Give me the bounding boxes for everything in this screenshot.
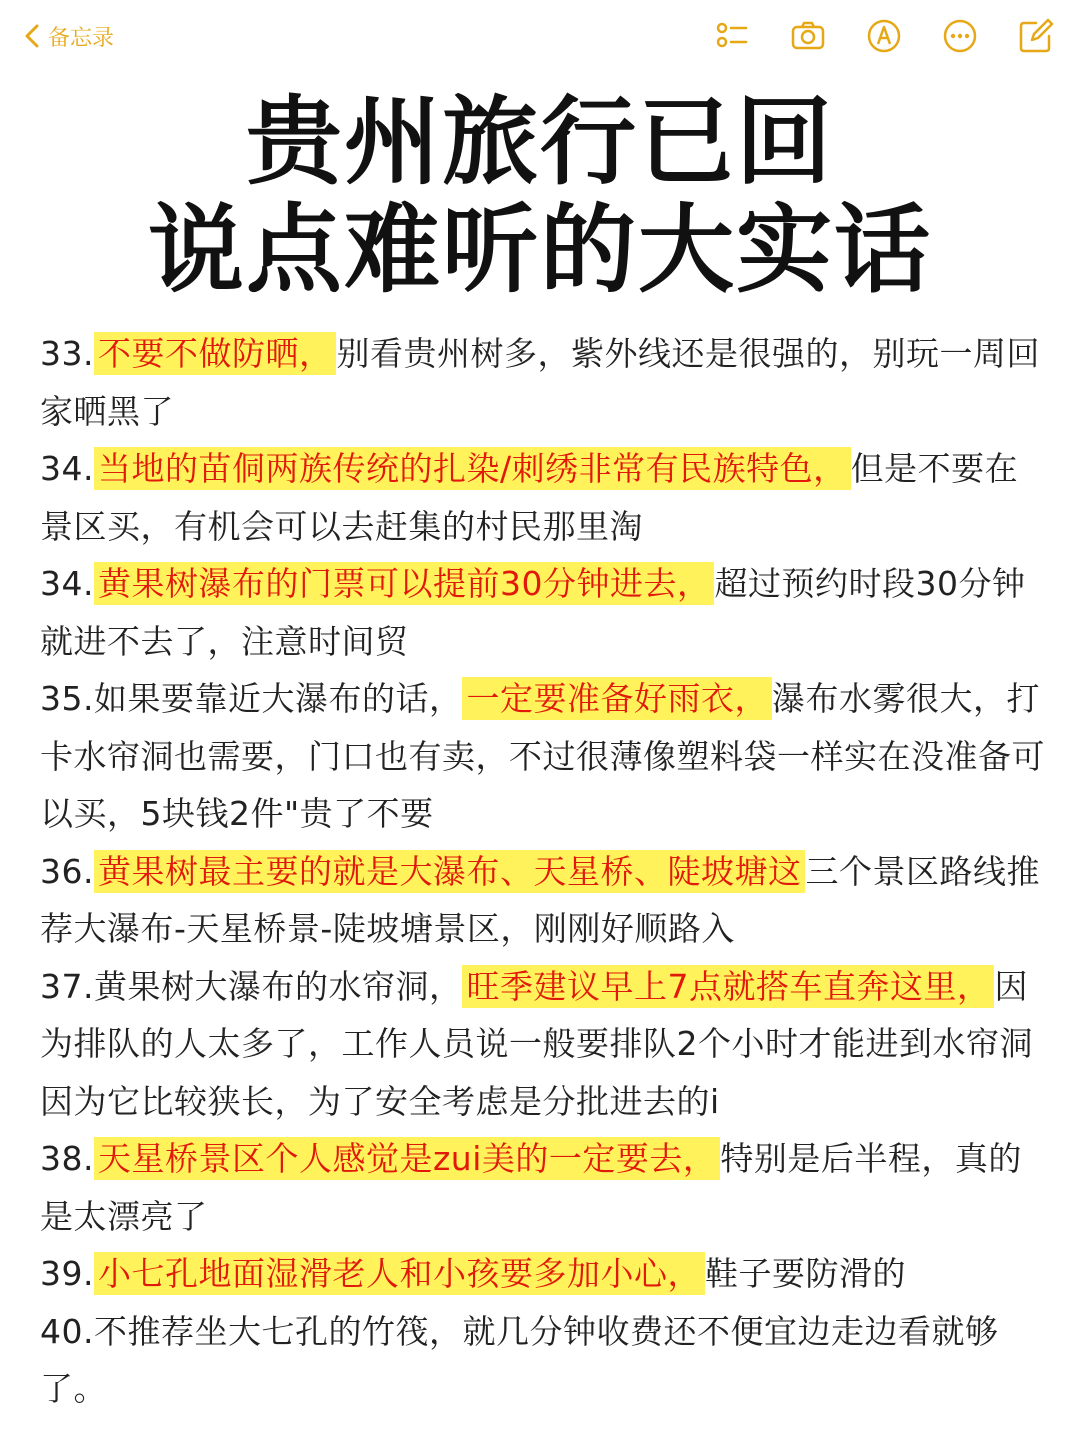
- highlighted-text: 小七孔地面湿滑老人和小孩要多加小心，: [94, 1252, 705, 1295]
- item-number: 34.: [40, 449, 94, 488]
- item-text: 但是不要在景区买，有机会可以去赶集的村民那里淘: [40, 449, 1019, 546]
- more-button[interactable]: [940, 16, 980, 56]
- camera-button[interactable]: [788, 16, 828, 56]
- compose-button[interactable]: [1016, 16, 1056, 56]
- note-title: [0, 88, 1080, 304]
- item-number: 34.: [40, 564, 94, 603]
- item-text: 别看贵州树多，紫外线还是很强的，别玩一周回家晒黑了: [40, 334, 1040, 431]
- list-item: [40, 1303, 1050, 1418]
- list-item: [40, 325, 1050, 440]
- highlighted-text: 一定要准备好雨衣，: [462, 677, 772, 720]
- item-text: 三个景区路线推荐大瀑布-天星桥景-陡坡塘景区，刚刚好顺路入: [40, 851, 1040, 948]
- item-number: 37.: [40, 966, 94, 1006]
- item-number: 39.: [40, 1254, 94, 1293]
- item-text: 特别是后半程，真的是太漂亮了: [40, 1139, 1022, 1236]
- item-number: 35.: [40, 679, 94, 718]
- highlighted-text: 黄果树瀑布的门票可以提前30分钟进去，: [94, 562, 715, 605]
- checklist-button[interactable]: [712, 16, 752, 56]
- highlighted-text: 当地的苗侗两族传统的扎染/刺绣非常有民族特色，: [94, 447, 851, 490]
- title-line-1: 贵州旅行已回: [246, 86, 834, 198]
- highlighted-text: 天星桥景区个人感觉是zui美的一定要去，: [94, 1137, 720, 1180]
- item-text: 瀑布水雾很大，打卡水帘洞也需要，门口也有卖，不过很薄像塑料袋一样实在没准备可以买，5块钱2件"贵了不要: [40, 679, 1045, 833]
- toolbar: [712, 14, 1056, 58]
- highlighted-text: 旺季建议早上7点就搭车直奔这里，: [462, 965, 994, 1008]
- list-item: [40, 670, 1050, 843]
- note-body[interactable]: [40, 325, 1050, 1418]
- markup-pen-icon: [866, 18, 902, 54]
- item-text: 超过预约时段30分钟就进不去了，注意时间贸: [40, 564, 1026, 661]
- item-number: 40.: [40, 1311, 94, 1351]
- back-button[interactable]: [22, 18, 114, 54]
- item-text: 如果要靠近大瀑布的话，: [93, 679, 463, 718]
- navigation-bar: [0, 0, 1080, 72]
- list-item: [40, 1130, 1050, 1245]
- list-item: [40, 1245, 1050, 1303]
- more-icon: [942, 18, 978, 54]
- compose-icon: [1018, 18, 1054, 54]
- checklist-icon: [714, 18, 750, 54]
- markup-button[interactable]: [864, 16, 904, 56]
- item-text: 黄果树大瀑布的水帘洞，: [93, 966, 463, 1006]
- item-number: 36.: [40, 851, 94, 891]
- camera-icon: [790, 18, 826, 54]
- highlighted-text: 不要不做防晒，: [94, 332, 337, 375]
- list-item: [40, 843, 1050, 958]
- back-label: 备忘录: [48, 25, 115, 51]
- list-item: [40, 958, 1050, 1131]
- item-number: 33.: [40, 334, 94, 373]
- list-item: [40, 555, 1050, 670]
- item-text: 因为排队的人太多了，工作人员说一般要排队2个小时才能进到水帘洞因为它比较狭长，为了安全考虑是分批进去的i: [40, 966, 1033, 1121]
- item-text: 鞋子要防滑的: [704, 1254, 906, 1293]
- item-number: 38.: [40, 1139, 94, 1178]
- chevron-left-icon: [22, 23, 44, 49]
- title-line-2: 说点难听的大实话: [148, 194, 932, 306]
- item-text: 不推荐坐大七孔的竹筏，就几分钟收费还不便宜边走边看就够了。: [40, 1311, 999, 1408]
- list-item: [40, 440, 1050, 555]
- highlighted-text: 黄果树最主要的就是大瀑布、天星桥、陡坡塘这: [94, 850, 806, 893]
